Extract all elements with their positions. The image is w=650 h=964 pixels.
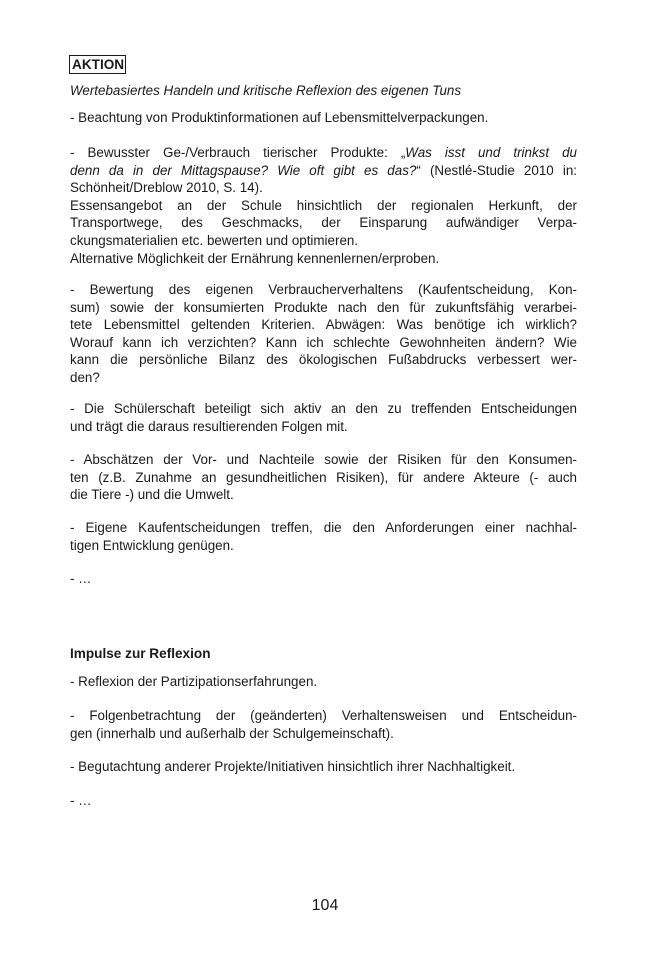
section-subtitle: Wertebasiertes Handeln und kritische Reflexion des eigenen Tuns: [70, 83, 462, 98]
paragraph-consequences: [70, 707, 577, 742]
paragraph-line: Schönheit/Dreblow 2010, S. 14).: [70, 180, 263, 196]
paragraph-line: [70, 162, 577, 180]
paragraph-project-review: [70, 758, 577, 776]
page-number: 104: [311, 897, 339, 914]
paragraph-consumer-behavior: [70, 281, 577, 387]
quote-run: Was isst und trinkst du: [405, 145, 577, 160]
paragraph-line: die Tiere -) und die Umwelt.: [70, 487, 234, 503]
list-ellipsis: [70, 570, 577, 588]
paragraph-line: Essensangebot an der Schule hinsichtlich der regionalen Herkunft, der: [70, 197, 577, 213]
paragraph-risk-assessment: [70, 451, 577, 504]
list-ellipsis: [70, 792, 577, 810]
paragraph-product-info: [70, 109, 577, 127]
paragraph-line: ten (z.B. Zunahme an gesundheitlichen Risiken), für andere Akteure (- auch: [70, 469, 577, 485]
paragraph-line: kann die persönliche Bilanz des ökologischen Fußabdrucks verbessert wer-: [70, 352, 577, 368]
paragraph-line: - Beachtung von Produktinformationen auf Lebensmittelverpackungen.: [70, 110, 489, 125]
text-run: - Bewusster Ge-/Verbrauch tierischer Produkte: „: [70, 145, 406, 160]
paragraph-line: und trägt die daraus resultierenden Folgen mit.: [70, 418, 348, 434]
paragraph-line: - Begutachtung anderer Projekte/Initiativen hinsichtlich ihrer Nachhaltigkeit.: [70, 759, 516, 774]
paragraph-line: - Eigene Kaufentscheidungen treffen, die den Anforderungen einer nachhal-: [70, 520, 577, 535]
paragraph-line: ckungsmaterialien etc. bewerten und optimieren.: [70, 232, 359, 248]
text-run: “ (Nestlé-Studie 2010 in:: [416, 162, 577, 178]
paragraph-line: - …: [70, 793, 92, 808]
paragraph-line: - Bewertung des eigenen Verbraucherverhaltens (Kaufentscheidung, Kon-: [70, 282, 577, 297]
paragraph-line: Alternative Möglichkeit der Ernährung kennenlernen/erproben.: [70, 250, 440, 266]
paragraph-line: den?: [70, 369, 100, 385]
paragraph-participation-reflection: [70, 673, 577, 691]
section-heading-reflection: Impulse zur Reflexion: [70, 646, 211, 661]
quote-run: denn da in der Mittagspause? Wie oft gibt es das?: [70, 162, 417, 178]
paragraph-line: - Abschätzen der Vor- und Nachteile sowie der Risiken für den Konsumen-: [70, 452, 577, 467]
paragraph-line: [70, 144, 577, 162]
paragraph-line: Worauf kann ich verzichten? Kann ich schlechte Gewohnheiten ändern? Wie: [70, 334, 577, 350]
paragraph-line: - Die Schülerschaft beteiligt sich aktiv an den zu treffenden Entscheidungen: [70, 401, 577, 416]
paragraph-line: Transportwege, des Geschmacks, der Einsparung aufwändiger Verpa-: [70, 215, 577, 231]
paragraph-line: - Folgenbetrachtung der (geänderten) Verhaltensweisen und Entscheidun-: [70, 708, 577, 723]
paragraph-line: - …: [70, 571, 92, 586]
section-heading-aktion: AKTION: [69, 55, 126, 74]
paragraph-line: gen (innerhalb und außerhalb der Schulgemeinschaft).: [70, 725, 394, 741]
paragraph-student-participation: [70, 400, 577, 435]
paragraph-line: sum) sowie der konsumierten Produkte nach den für zukunftsfähig verarbei-: [70, 299, 577, 315]
paragraph-line: tigen Entwicklung genügen.: [70, 537, 234, 553]
paragraph-purchase-decisions: [70, 519, 577, 554]
paragraph-line: - Reflexion der Partizipationserfahrungen.: [70, 674, 318, 689]
paragraph-animal-products: [70, 144, 577, 267]
paragraph-line: tete Lebensmittel geltenden Kriterien. Abwägen: Was benötige ich wirklich?: [70, 317, 577, 333]
